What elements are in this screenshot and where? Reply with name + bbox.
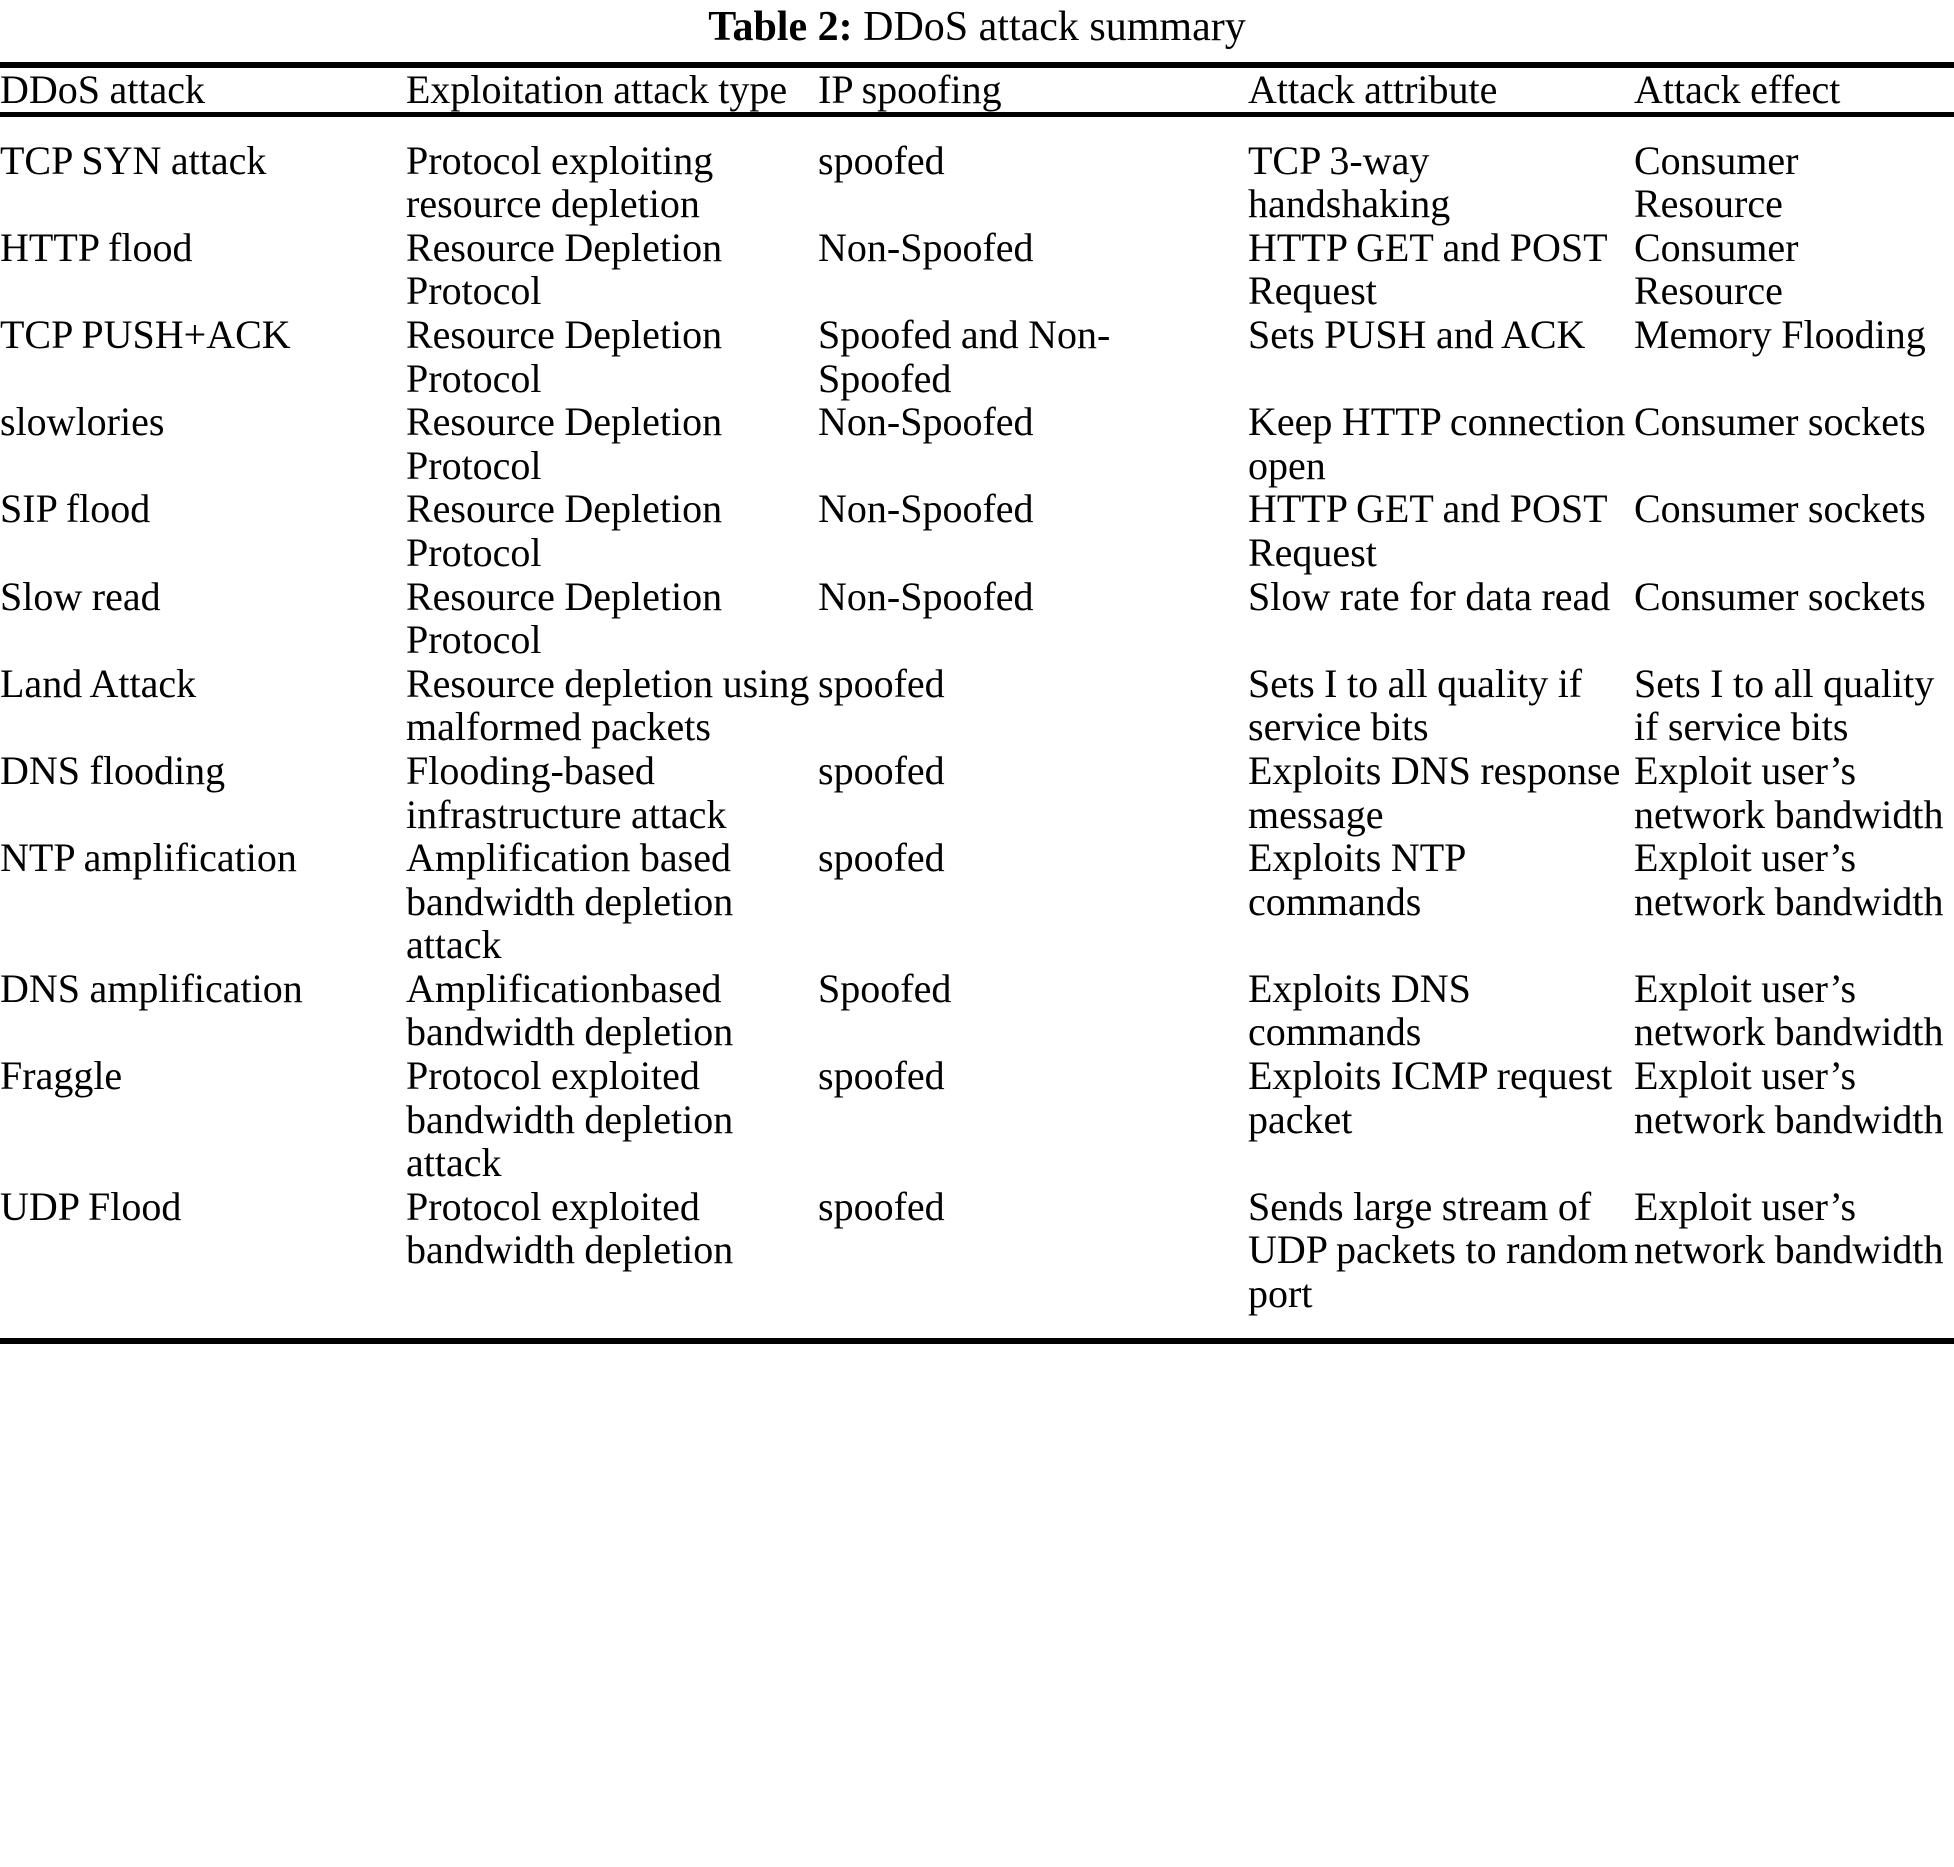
cell-attack-attribute: Exploits DNS response message [1248, 747, 1621, 837]
table-row [0, 487, 1954, 574]
cell-attack-effect: Consumer sockets [1634, 399, 1926, 445]
cell-ddos-attack: TCP SYN attack [0, 137, 267, 183]
cell-attack-effect: Exploit user’s network bandwidth [1634, 1053, 1944, 1142]
cell-exploitation-type: Protocol exploited bandwidth depletion attack [406, 1053, 734, 1186]
cell-ip-spoofing: Non-Spoofed [818, 573, 1034, 619]
cell-attack-attribute: Keep HTTP connection open [1248, 399, 1626, 488]
table-row [0, 313, 1954, 400]
cell-exploitation-type: Protocol exploited bandwidth depletion [406, 1183, 734, 1273]
cell-ddos-attack: DNS amplification [0, 965, 303, 1011]
column-header-ip-spoofing: IP spoofing [818, 67, 1002, 112]
cell-ip-spoofing: spoofed [818, 835, 945, 881]
cell-ip-spoofing: spoofed [818, 137, 945, 183]
table-bottom-rule [0, 1338, 1954, 1344]
cell-attack-attribute: Exploits ICMP request packet [1248, 1053, 1613, 1142]
cell-exploitation-type: Resource Depletion Protocol [406, 224, 723, 314]
body-top-spacer [0, 117, 1954, 139]
cell-attack-effect: Exploit user’s network bandwidth [1634, 747, 1944, 837]
table-row [0, 226, 1954, 313]
table-caption-text: DDoS attack summary [863, 4, 1246, 50]
cell-exploitation-type: Resource depletion using malformed packets [406, 660, 810, 750]
column-header-ddos-attack: DDoS attack [0, 67, 206, 112]
table-row [0, 967, 1954, 1054]
cell-ddos-attack: Land Attack [0, 660, 197, 706]
cell-attack-attribute: Slow rate for data read [1248, 573, 1611, 619]
cell-ip-spoofing: Non-Spoofed [818, 486, 1034, 532]
cell-ddos-attack: NTP amplification [0, 835, 297, 881]
cell-attack-effect: Consumer Resource [1634, 224, 1799, 314]
cell-exploitation-type: Flooding-based infrastructure attack [406, 747, 727, 837]
cell-exploitation-type: Amplificationbased bandwidth depletion [406, 965, 734, 1055]
cell-ddos-attack: HTTP flood [0, 224, 193, 270]
table-row [0, 139, 1954, 226]
cell-ddos-attack: TCP PUSH+ACK [0, 311, 291, 357]
cell-attack-effect: Consumer sockets [1634, 486, 1926, 532]
column-header-attack-attribute: Attack attribute [1248, 67, 1498, 112]
table-caption-label: Table 2: [708, 4, 853, 50]
table-row [0, 662, 1954, 749]
cell-exploitation-type: Resource Depletion Protocol [406, 399, 723, 488]
table-header-row [0, 68, 1954, 112]
column-header-exploitation-type: Exploitation attack type [406, 67, 788, 112]
cell-ddos-attack: Fraggle [0, 1053, 123, 1099]
cell-ip-spoofing: Non-Spoofed [818, 399, 1034, 445]
cell-exploitation-type: Resource Depletion Protocol [406, 573, 723, 663]
cell-attack-effect: Sets I to all quality if service bits [1634, 660, 1935, 750]
table-row [0, 400, 1954, 487]
cell-attack-attribute: Exploits NTP commands [1248, 835, 1465, 924]
cell-ip-spoofing: spoofed [818, 660, 945, 706]
cell-ip-spoofing: spoofed [818, 1183, 945, 1229]
cell-attack-effect: Consumer sockets [1634, 573, 1926, 619]
cell-attack-attribute: HTTP GET and POST Request [1248, 486, 1607, 575]
cell-ip-spoofing: Spoofed and Non-Spoofed [818, 311, 1111, 401]
cell-ddos-attack: DNS flooding [0, 747, 226, 793]
cell-attack-effect: Exploit user’s network bandwidth [1634, 1183, 1944, 1273]
cell-attack-attribute: HTTP GET and POST Request [1248, 224, 1607, 314]
cell-attack-attribute: TCP 3-way handshaking [1248, 137, 1451, 227]
cell-exploitation-type: Resource Depletion Protocol [406, 311, 723, 401]
cell-attack-effect: Exploit user’s network bandwidth [1634, 965, 1944, 1055]
cell-attack-attribute: Exploits DNS commands [1248, 965, 1471, 1055]
cell-ip-spoofing: spoofed [818, 1053, 945, 1099]
table-row [0, 1054, 1954, 1185]
table-caption [0, 0, 1954, 62]
ddos-attack-summary-body [0, 117, 1954, 1338]
cell-exploitation-type: Resource Depletion Protocol [406, 486, 723, 575]
cell-ddos-attack: SIP flood [0, 486, 151, 532]
cell-attack-attribute: Sets I to all quality if service bits [1248, 660, 1583, 750]
cell-ip-spoofing: Spoofed [818, 965, 952, 1011]
table-row [0, 575, 1954, 662]
cell-exploitation-type: Amplification based bandwidth depletion attack [406, 835, 734, 968]
table-row [0, 1185, 1954, 1316]
column-header-attack-effect: Attack effect [1634, 67, 1841, 112]
table-row [0, 749, 1954, 836]
table-row [0, 836, 1954, 967]
cell-exploitation-type: Protocol exploiting resource depletion [406, 137, 714, 227]
cell-ddos-attack: Slow read [0, 573, 161, 619]
cell-attack-effect: Memory Flooding [1634, 311, 1926, 357]
cell-attack-attribute: Sets PUSH and ACK [1248, 311, 1586, 357]
cell-attack-effect: Exploit user’s network bandwidth [1634, 835, 1944, 924]
cell-ddos-attack: UDP Flood [0, 1183, 182, 1229]
cell-ip-spoofing: Non-Spoofed [818, 224, 1034, 270]
ddos-attack-summary-table [0, 68, 1954, 112]
cell-attack-effect: Consumer Resource [1634, 137, 1799, 227]
body-bottom-spacer [0, 1316, 1954, 1338]
cell-ddos-attack: slowlories [0, 399, 165, 445]
cell-attack-attribute: Sends large stream of UDP packets to random port [1248, 1183, 1629, 1317]
cell-ip-spoofing: spoofed [818, 747, 945, 793]
